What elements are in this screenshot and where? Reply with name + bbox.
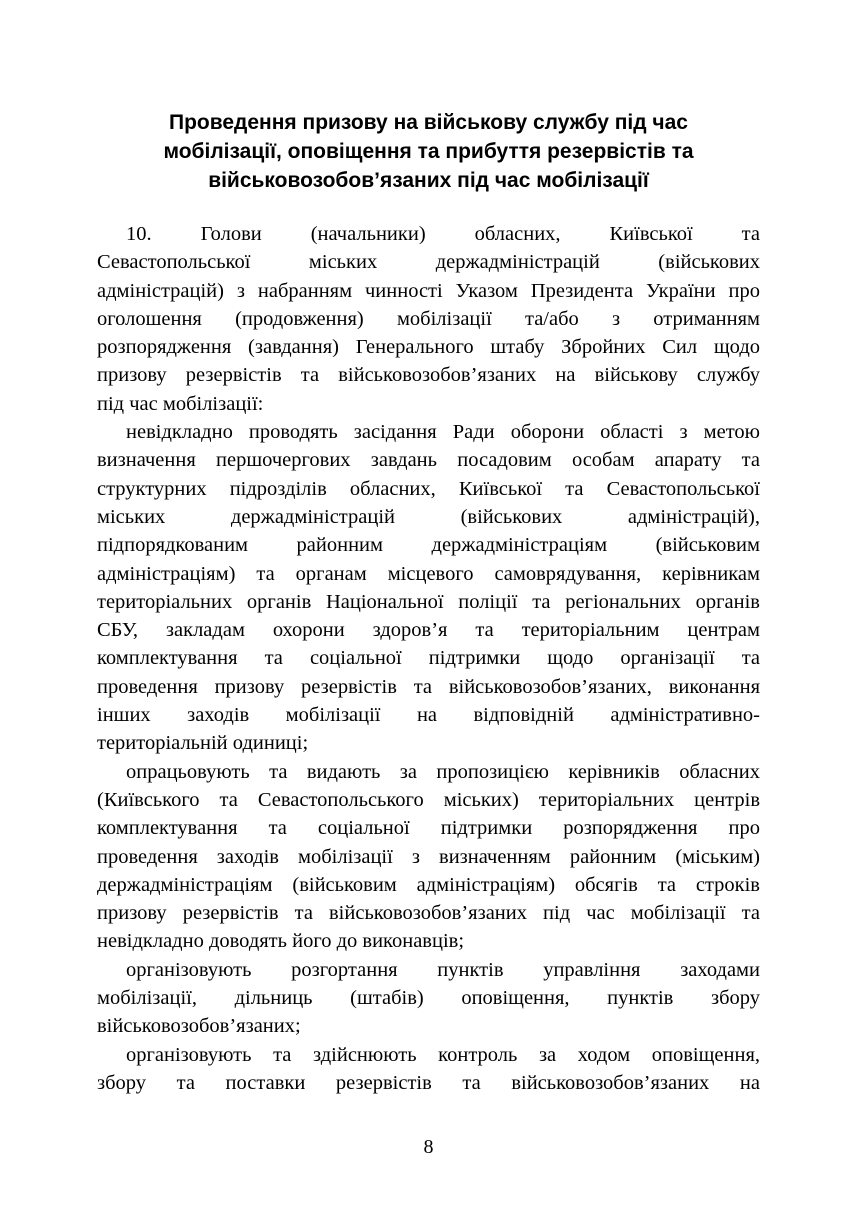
- text-line: невідкладно доводять його до виконавців;: [97, 930, 465, 953]
- text-line: призову резервістів та військовозобов’язаних на військову службу: [97, 364, 760, 387]
- page-number: 8: [423, 1136, 434, 1158]
- text-line: держадміністраціям (військовим адміністраціям) обсягів та строків: [97, 873, 760, 896]
- text-line: структурних підрозділів обласних, Київської та Севастопольської: [97, 477, 760, 500]
- text-line: проведення призову резервістів та військовозобов’язаних, виконання: [97, 675, 760, 698]
- text-line: визначення першочергових завдань посадовим особам апарату та: [97, 449, 760, 472]
- heading-line: військовозобов’язаних під час мобілізації: [208, 169, 649, 192]
- text-line: адміністраціям) та органам місцевого самоврядування, керівникам: [97, 562, 760, 585]
- text-line: комплектування та соціальної підтримки розпорядження про: [97, 817, 760, 840]
- paragraph-10: [97, 220, 760, 418]
- text-line: під час мобілізації:: [97, 392, 264, 415]
- heading-line: Проведення призову на військову службу під час: [168, 111, 688, 134]
- body-text: [97, 220, 760, 1097]
- text-line: територіальних органів Національної поліції та регіональних органів: [97, 590, 760, 613]
- text-line: СБУ, закладам охорони здоров’я та територіальним центрам: [97, 619, 760, 642]
- text-line: комплектування та соціальної підтримки щодо організації та: [97, 647, 760, 670]
- text-line: інших заходів мобілізації на відповідній адміністративно-: [97, 704, 760, 727]
- text-line: мобілізації, дільниць (штабів) оповіщення, пунктів збору: [97, 987, 760, 1010]
- paragraph-deployment: [97, 956, 760, 1041]
- text-line: призову резервістів та військовозобов’язаних під час мобілізації та: [97, 902, 760, 925]
- text-line: військовозобов’язаних;: [97, 1015, 301, 1038]
- text-line: адміністрацій) з набранням чинності Указом Президента України про: [97, 279, 760, 302]
- text-line: міських держадміністрацій (військових адміністрацій),: [97, 505, 760, 528]
- text-line: розпорядження (завдання) Генерального штабу Збройних Сил щодо: [97, 336, 760, 359]
- text-line: Севастопольської міських держадміністрацій (військових: [97, 251, 760, 274]
- text-line: невідкладно проводять засідання Ради оборони області з метою: [126, 421, 760, 444]
- heading-line: мобілізації, оповіщення та прибуття резервістів та: [163, 140, 694, 163]
- text-line: оголошення (продовження) мобілізації та/або з отриманням: [97, 307, 760, 330]
- paragraph-orders: [97, 758, 760, 956]
- text-line: (Київського та Севастопольського міських) територіальних центрів: [97, 788, 760, 811]
- text-line: 10. Голови (начальники) обласних, Київської та: [126, 223, 760, 245]
- paragraph-defense-council: [97, 418, 760, 758]
- text-line: опрацьовують та видають за пропозицією керівників обласних: [126, 760, 760, 783]
- text-line: територіальній одиниці;: [97, 732, 309, 755]
- section-heading: [97, 108, 760, 195]
- text-line: організовують розгортання пунктів управління заходами: [126, 958, 760, 981]
- text-line: підпорядкованим районним держадміністраціям (військовим: [97, 534, 760, 557]
- text-line: організовують та здійснюють контроль за ходом оповіщення,: [126, 1043, 760, 1066]
- text-line: збору та поставки резервістів та військовозобов’язаних на: [97, 1071, 760, 1094]
- text-line: проведення заходів мобілізації з визначенням районним (міським): [97, 845, 760, 868]
- paragraph-control: [97, 1041, 760, 1098]
